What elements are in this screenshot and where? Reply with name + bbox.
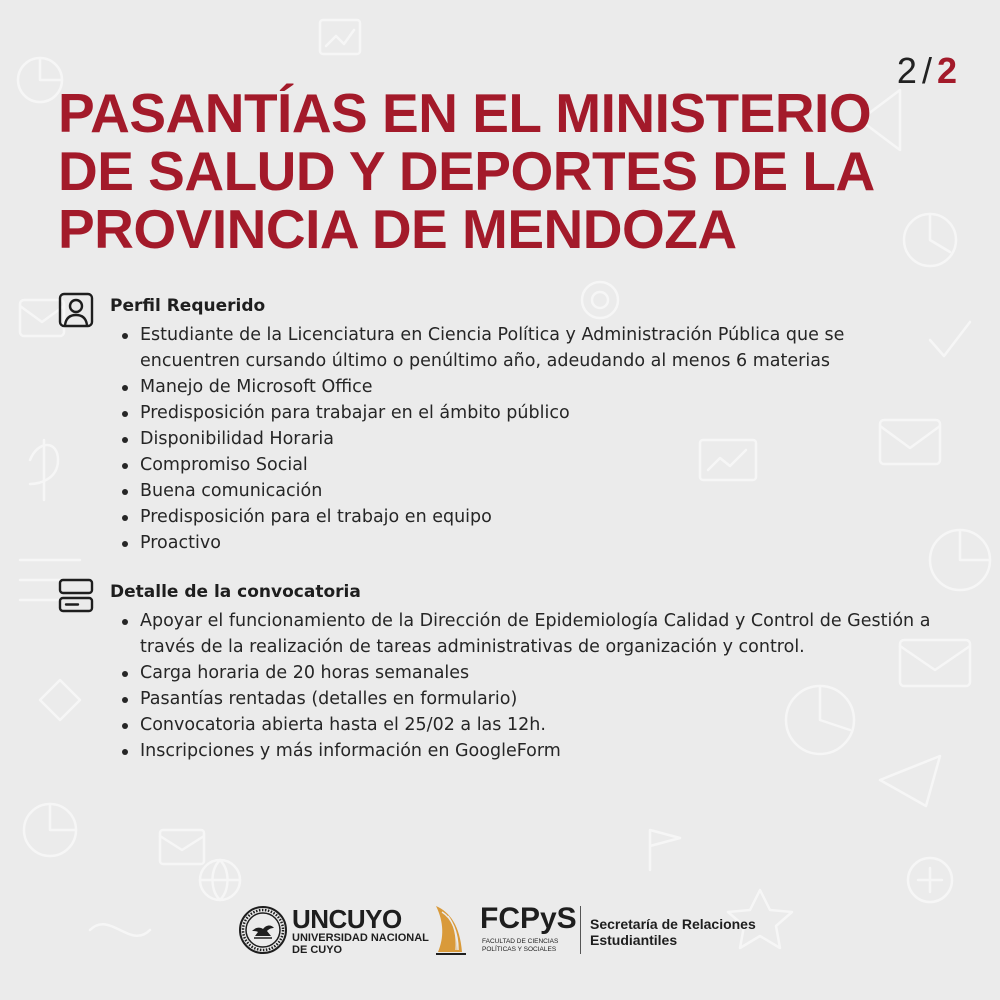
page-title [58, 84, 938, 258]
uncuyo-subtitle: UNIVERSIDAD NACIONAL DE CUYO [292, 932, 429, 956]
page-separator: / [921, 50, 933, 91]
list-item: Pasantías rentadas (detalles en formulario) [140, 686, 938, 712]
profile-heading: Perfil Requerido [110, 296, 266, 316]
list-item: Compromiso Social [140, 452, 938, 478]
page-current: 2 [896, 50, 918, 91]
uncuyo-seal-logo [238, 905, 288, 955]
title-line-3: PROVINCIA DE MENDOZA [58, 198, 737, 260]
user-profile-icon [58, 292, 94, 328]
list-item: Predisposición para trabajar en el ámbito público [140, 400, 938, 426]
page-total: 2 [936, 50, 958, 91]
list-item: Estudiante de la Licenciatura en Ciencia Política y Administración Pública que se encuentren cursando último o penúltimo año, adeudando al menos 6 materias [140, 322, 938, 374]
list-item: Manejo de Microsoft Office [140, 374, 938, 400]
uncuyo-name: UNCUYO [292, 904, 402, 934]
list-item: Proactivo [140, 530, 938, 556]
profile-list [58, 322, 938, 556]
title-line-1: PASANTÍAS EN EL MINISTERIO [58, 82, 872, 144]
server-icon [58, 578, 94, 614]
details-list [58, 608, 938, 764]
footer-divider [580, 906, 581, 954]
fcpys-subtitle: FACULTAD DE CIENCIAS POLÍTICAS Y SOCIALES [482, 938, 559, 953]
fcpys-sail-logo [432, 902, 476, 958]
list-item: Inscripciones y más información en GoogleForm [140, 738, 938, 764]
list-item: Carga horaria de 20 horas semanales [140, 660, 938, 686]
fcpys-name: FCPyS [480, 902, 577, 935]
footer-logos [0, 900, 1000, 970]
list-item: Disponibilidad Horaria [140, 426, 938, 452]
secretaria-name: Secretaría de Relaciones Estudiantiles [590, 916, 756, 948]
details-heading: Detalle de la convocatoria [110, 582, 361, 602]
list-item: Predisposición para el trabajo en equipo [140, 504, 938, 530]
profile-section [58, 296, 938, 556]
list-item: Convocatoria abierta hasta el 25/02 a las 12h. [140, 712, 938, 738]
details-section [58, 582, 938, 764]
title-line-2: DE SALUD Y DEPORTES DE LA [58, 140, 875, 202]
list-item: Buena comunicación [140, 478, 938, 504]
list-item: Apoyar el funcionamiento de la Dirección de Epidemiología Calidad y Control de Gestión a través de la realización de tareas administrativas de organización y control. [140, 608, 938, 660]
